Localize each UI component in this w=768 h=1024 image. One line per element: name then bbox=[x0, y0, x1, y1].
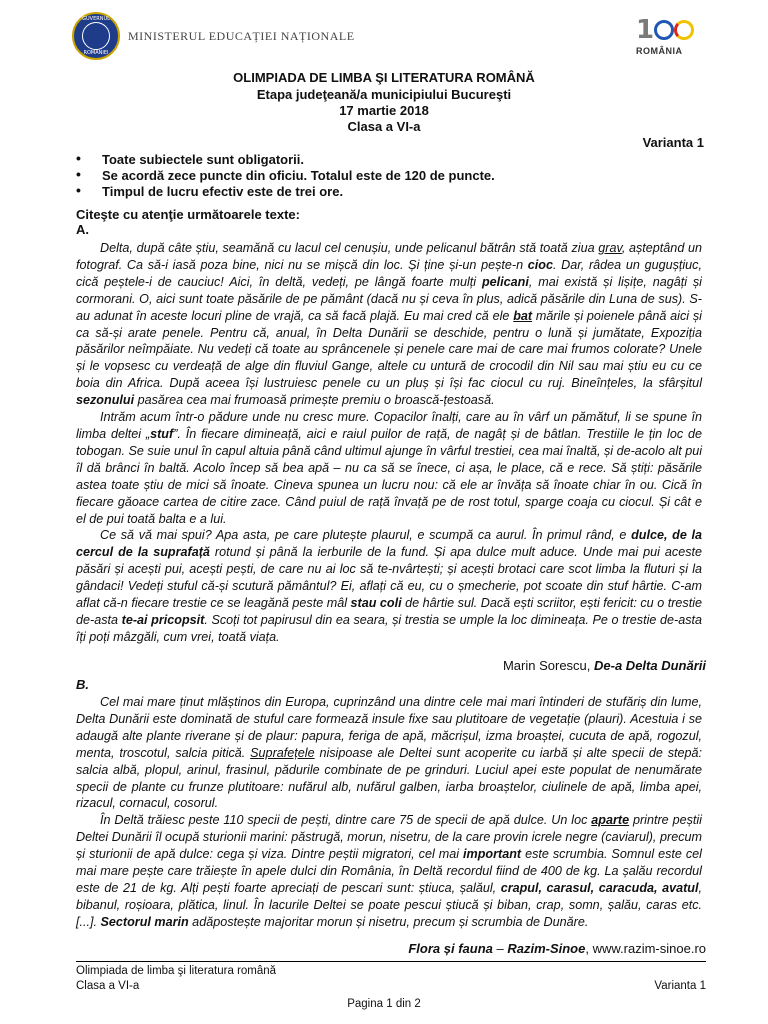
bullet-icon: • bbox=[76, 166, 81, 182]
text-a bbox=[76, 240, 702, 646]
crest-top-text: GUVERNUL bbox=[82, 16, 110, 22]
ministry-name: MINISTERUL EDUCAȚIEI NAȚIONALE bbox=[128, 29, 355, 43]
instruction: Citeşte cu atenţie următoarele texte: bbox=[76, 207, 300, 222]
rule-2: Se acordă zece puncte din oficiu. Totalul este de 120 de puncte. bbox=[102, 168, 495, 183]
logo-digit: 1 bbox=[636, 15, 655, 45]
text-a-paragraph-3: Ce să vă mai spui? Apa asta, pe care plutește plaurul, e scumpă ca aurul. În primul rând, e dulce, de la cercul de la suprafață rotund și până la ierburile de la fund. Și apa dulce mult aduce. Unde mai pui aceste păsări și acești pui, acești pești, de care nu ai loc să te-nvârtești; și acești brotaci care scot limba la fluturi și la gândaci! Vedeți stuful că-și scutură pământul? Ei, aflați că eu, cu o șmecherie, pot scoate din stuf hârtie. C-am aflat că-n fiecare trestie ce se leagănă peste mâl stau coli de hârtie sul. Dacă ești scriitor, ești fericit: cu o trestie de-asta te-ai pricopsit. Scoți tot papirusul din ea seara, și trestia se umple la loc dimineața. Pe o trestie de-asta îți poți mâzgăli, cum vrei, toată viața. bbox=[76, 528, 703, 644]
source-dash: – bbox=[492, 941, 508, 956]
title-line-4: Clasa a VI-a bbox=[347, 119, 421, 134]
page-header bbox=[0, 0, 768, 68]
government-crest-logo bbox=[72, 12, 120, 60]
rule-1: Toate subiectele sunt obligatorii. bbox=[102, 152, 305, 167]
crest-inner-ring bbox=[82, 22, 110, 50]
author-name: Marin Sorescu, bbox=[502, 658, 595, 673]
text-b-paragraph-1: Cel mai mare ținut mlăștinos din Europa, cuprinzând una dintre cele mai mari întinderi de stufăriș din lume, Delta Dunării este dominată de stuful care formează insule fixe sau plutitoare de vegetație (plauri). Acestuia i se adaugă alte plante riverane și de plaur: papura, feriga de apă, măcrișul, izma broaștei, cucuta de apă, rogozul, menta, troscotul, salcia pitică. Suprafețele nisipoase ale Deltei sunt acoperite cu iarbă și alte specii de stepă: salcia albă, plopul, arinul, frasinul, pădurile combinate de pe grinduri. Luciul apei este populat de nenumărate specii de plante cu frunze plutitoare: nufărul alb, nufărul galben, iarba broaștelor, ciulinele de apă, limba apei, rizacul, cornacul, cosorul. bbox=[76, 695, 703, 811]
footer-class: Clasa a VI-a bbox=[76, 980, 140, 992]
source-url: , www.razim-sinoe.ro bbox=[585, 941, 706, 956]
title-line-1: OLIMPIADA DE LIMBA ŞI LITERATURA ROMÂNĂ bbox=[233, 70, 535, 85]
text-a-paragraph-1: Delta, după câte știu, seamănă cu lacul cel cenușiu, unde pelicanul bătrân stă toată ziua grav, așteptând un fotograf. Ca să-i iasă poza bine, nici nu se mișcă din loc. Și ține și-un pește-n cioc. Dar, râdea un gugușțiuc, cică peștele-i de cauciuc! Aici, în deltă, vedeți, pe lângă foarte mulți pelicani, mai există și lișițe, nagâți și cormorani. O, aici sunt toate păsările de pe pământ (dacă nu și ceva în plus, adică păsările din Luna de sus). S-au adunat în aceste locuri pline de vrajă, ca să facă plajă. Eu mai cred că ele bat mările și poienele până aici și ca să-și arate penele. Pentru că, anual, în Delta Dunării se deschide, pentru o lună și jumătate, Expoziția păsărilor neîmpăiate. Nu vedeți că toate au sprâncenele și penele care mai de care mai frumos colorate? Unele și le vopsesc cu verdeață de alge din fluviul Gange, altele cu untură de crocodil din Nil sau mai știu eu cu ce boia din Africa. După aceea își lustruiesc penele cu un pluș și își fac ciocul cu ruj. Bineînțeles, la sfârșitul sezonului pasărea cea mai frumoasă primește premiu o broască-țestoasă. bbox=[76, 241, 702, 408]
footer-variant: Varianta 1 bbox=[654, 980, 706, 992]
footer-divider bbox=[76, 961, 706, 962]
logo-ring-tricolor bbox=[674, 20, 694, 40]
bullet-icon: • bbox=[76, 182, 81, 198]
title-line-2: Etapa judeţeană/a municipiului Bucureşti bbox=[256, 87, 512, 102]
text-a-paragraph-2: Intrăm acum într-o pădure unde nu cresc mure. Copacilor înalți, care au în vârf un pămătuf, li se spune în limba deltei „stuf”. În fiecare dimineață, aici e raiul puilor de rață, de nagâț și de bâtlan. Trestiile le țin loc de tobogan. Se suie unul în capul altuia până când ultimul ajunge în vârful trestiei, cea mai înaltă, și de-acolo alt pui îl dă brânci în baltă. Acolo încep să bea apă – nu ca să se înece, ci așa, le place, că e rece. Să știți: păsările astea toate știu de mici să înoate. Cineva spunea un lucru nou: că ele ar învăța să înoate chiar în ou. Cică în fiecare găoace cartea de citire zace. Când puiul de rață învață pe de rost totul, sparge coaja cu ciocul. Și cât e el de pui toată balta e a lui. bbox=[76, 410, 702, 526]
text-b-source bbox=[408, 941, 706, 956]
logo-ring-blue bbox=[654, 20, 674, 40]
title-line-3: 17 martie 2018 bbox=[339, 103, 429, 118]
logo-country: ROMÂNIA bbox=[636, 46, 683, 56]
bullet-icon: • bbox=[76, 150, 81, 166]
source-author: Razim-Sinoe bbox=[507, 941, 586, 956]
text-a-signature bbox=[503, 658, 706, 673]
rule-3: Timpul de lucru efectiv este de trei ore. bbox=[102, 184, 344, 199]
variant-label: Varianta 1 bbox=[642, 135, 704, 150]
footer-olympiad: Olimpiada de limba şi literatura română bbox=[76, 965, 277, 977]
work-title: De-a Delta Dunării bbox=[594, 658, 706, 673]
section-b-label: B. bbox=[76, 677, 89, 692]
text-b bbox=[76, 694, 702, 931]
romania-centenary-logo bbox=[634, 16, 714, 62]
source-title: Flora și fauna bbox=[408, 941, 493, 956]
text-b-paragraph-2: În Deltă trăiesc peste 110 specii de pești, dintre care 75 de specii de apă dulce. Un loc aparte printre peștii Deltei Dunării îl ocupă sturionii marini: păstrugă, morun, nisetru, de la care provin icrele negre (caviarul), precum și sturionii de apă dulce: cega și viza. Dintre peștii migratori, cel mai important este scrumbia. Somnul este cel mai mare pește care trăiește în apele dulci din România, în Deltă recordul fiind de 400 de kg. La șalău recordul este de 21 de kg. Alți pești foarte apreciați de pescari sunt: știuca, șalăul, crapul, carasul, caracuda, avatul, bibanul, roșioara, plătica, linul. În lacurile Deltei se poate pescui știucă și biban, crap, somn, șalău, caras etc. [...]. Sectorul marin adăpostește majoritar morun și nisetru, precum și scrumbia de Dunăre. bbox=[76, 813, 702, 929]
section-a-label: A. bbox=[76, 222, 89, 237]
page-number: Pagina 1 din 2 bbox=[347, 998, 421, 1010]
crest-bottom-text: ROMÂNIEI bbox=[83, 50, 109, 56]
